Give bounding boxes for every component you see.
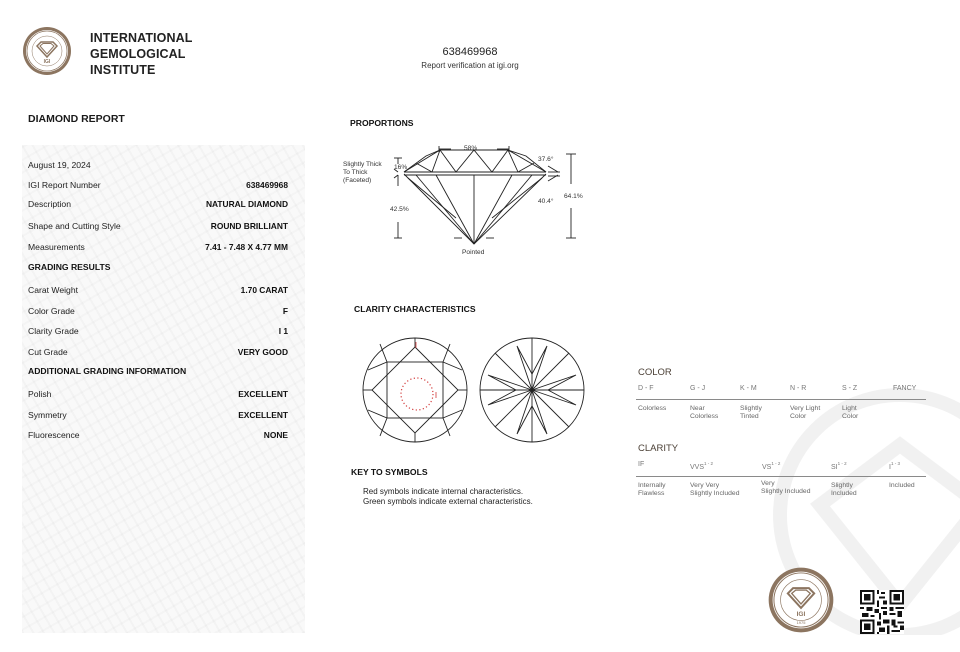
clarity-grade-desc: Included — [889, 482, 915, 489]
report-date: August 19, 2024 — [28, 160, 91, 170]
color-grade-range: FANCY — [893, 385, 917, 392]
total-depth-percentage: 64.1% — [564, 193, 583, 200]
grade-row-carat — [28, 284, 288, 296]
clarity-grade-range: VVS$^{1 - 2}$ — [690, 461, 714, 471]
detail-row-description — [28, 198, 288, 210]
inclusion-cloud-marker — [401, 378, 433, 410]
svg-text:1975: 1975 — [796, 619, 806, 625]
svg-text:IGI: IGI — [43, 59, 51, 65]
org-name-line-1: INTERNATIONAL — [90, 31, 193, 45]
clarity-grade-range: SI$^{1 - 2}$ — [831, 461, 847, 471]
crown-angle: 37.6° — [538, 156, 554, 163]
grade-label: Carat Weight — [28, 285, 78, 295]
detail-label: IGI Report Number — [28, 180, 101, 190]
color-grade-desc: Near Colorless — [690, 405, 719, 420]
color-grade-range: S - Z — [842, 385, 858, 392]
report-date-row — [28, 159, 288, 171]
grade-row-color — [28, 305, 288, 317]
grading-results-heading: GRADING RESULTS — [28, 262, 111, 272]
key-to-symbols-text — [363, 487, 533, 507]
svg-text:IGI: IGI — [796, 610, 806, 618]
grade-value: I 1 — [278, 326, 288, 336]
proportions-title: PROPORTIONS — [350, 118, 414, 128]
report-title: DIAMOND REPORT — [28, 113, 125, 125]
detail-row-shape — [28, 220, 288, 232]
grade-value: F — [282, 306, 288, 316]
detail-row-measurements — [28, 241, 288, 253]
pavilion-depth-percentage: 42.5% — [390, 206, 409, 213]
org-name-line-3: INSTITUTE — [90, 63, 156, 77]
clarity-characteristics-title: CLARITY CHARACTERISTICS — [354, 304, 476, 314]
table-percentage: 58% — [464, 145, 478, 152]
qr-code-icon[interactable] — [860, 590, 904, 634]
clarity-grade-desc: Internally Flawless — [638, 482, 666, 497]
grade-label: Cut Grade — [28, 347, 68, 357]
girdle-line: Slightly Thick — [343, 161, 382, 168]
additional-label: Symmetry — [28, 410, 67, 420]
additional-value: EXCELLENT — [238, 410, 288, 420]
igi-official-seal-icon — [768, 567, 834, 633]
key-to-symbols-title: KEY TO SYMBOLS — [351, 467, 428, 477]
report-number-header: 638469968 — [442, 46, 498, 58]
proportions-diagram-icon — [336, 138, 596, 263]
clarity-grade-range: IF — [638, 461, 645, 468]
verification-link-text[interactable]: Report verification at igi.org — [421, 61, 519, 70]
additional-label: Polish — [28, 389, 52, 399]
detail-value: 638469968 — [246, 180, 288, 190]
color-grade-range: K - M — [740, 385, 757, 392]
clarity-grade-desc: Very Slightly Included — [761, 480, 811, 495]
clarity-plot-diagram-icon — [362, 334, 592, 446]
detail-label: Measurements — [28, 242, 85, 252]
color-grade-desc: Very Light Color — [790, 405, 821, 420]
grade-row-clarity — [28, 325, 288, 337]
clarity-grade-range: VS$^{1 - 2}$ — [762, 461, 781, 471]
detail-label: Shape and Cutting Style — [28, 221, 121, 231]
key-internal-line: Red symbols indicate internal characteristics. — [363, 487, 524, 496]
color-grade-desc: Slightly Tinted — [740, 405, 762, 420]
girdle-line: (Faceted) — [343, 177, 372, 184]
clarity-scale-divider — [636, 476, 926, 477]
detail-value: 7.41 - 7.48 X 4.77 MM — [205, 242, 288, 252]
detail-value: ROUND BRILLIANT — [210, 221, 288, 231]
culet-description: Pointed — [462, 249, 485, 256]
grade-label: Clarity Grade — [28, 326, 79, 336]
detail-row-report-number — [28, 179, 288, 191]
pavilion-angle: 40.4° — [538, 198, 554, 205]
additional-value: NONE — [263, 430, 288, 440]
clarity-grade-desc: Slightly Included — [831, 482, 857, 497]
detail-value: NATURAL DIAMOND — [205, 199, 288, 209]
grade-value: 1.70 CARAT — [240, 285, 288, 295]
color-scale-title: COLOR — [638, 367, 672, 378]
org-name-line-2: GEMOLOGICAL — [90, 47, 186, 61]
additional-row-symmetry — [28, 409, 288, 421]
additional-label: Fluorescence — [28, 430, 80, 440]
additional-row-polish — [28, 388, 288, 400]
detail-label: Description — [28, 199, 71, 209]
girdle-description — [343, 161, 382, 185]
color-grade-range: D - F — [638, 385, 654, 392]
color-scale-divider — [636, 399, 926, 400]
color-grade-range: N - R — [790, 385, 807, 392]
org-name — [90, 30, 192, 78]
additional-row-fluorescence — [28, 429, 288, 441]
color-grade-desc: Colorless — [638, 405, 667, 412]
grade-label: Color Grade — [28, 306, 75, 316]
key-external-line: Green symbols indicate external characteristics. — [363, 497, 533, 506]
girdle-line: To Thick — [343, 169, 368, 176]
additional-info-heading: ADDITIONAL GRADING INFORMATION — [28, 366, 187, 376]
clarity-grade-range: $I^{1 - 3}$ — [889, 461, 900, 471]
color-grade-desc: Light Color — [842, 405, 859, 420]
grade-row-cut — [28, 346, 288, 358]
clarity-grade-desc: Very Very Slightly Included — [690, 482, 740, 497]
igi-seal-logo-icon — [22, 26, 72, 76]
crown-height-percentage: 16% — [394, 164, 408, 171]
clarity-scale-title: CLARITY — [638, 443, 679, 454]
color-grade-range: G - J — [690, 385, 706, 392]
grade-value: VERY GOOD — [237, 347, 288, 357]
additional-value: EXCELLENT — [238, 389, 288, 399]
